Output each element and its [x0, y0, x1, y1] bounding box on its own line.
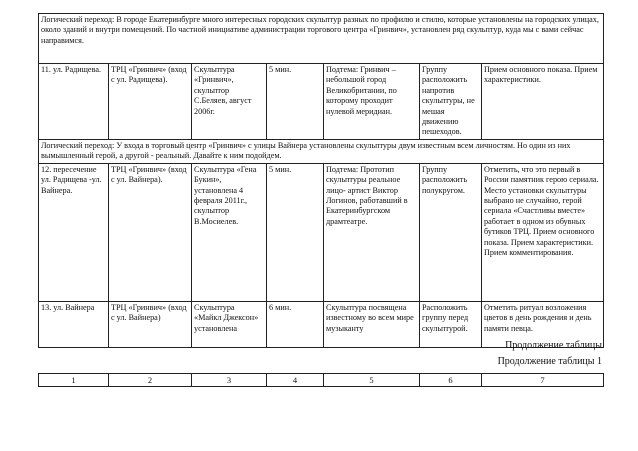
- table-row: [39, 64, 604, 140]
- info-cell: Подтема: Гринвич – небольшой город Великобритании, по которому проходит нулевой меридиан.: [324, 64, 420, 140]
- column-number: 4: [267, 374, 324, 387]
- table-row: [39, 163, 604, 301]
- time-cell: 6 мин.: [267, 301, 324, 347]
- object-cell: Скульптура «Гена Букин», установлена 4 февраля 2011г., скульптор В.Мосиелев.: [192, 163, 267, 301]
- column-number: 1: [39, 374, 109, 387]
- transition-text: Логический переход: В городе Екатеринбурге много интересных городских скульптур разных по профилю и стилю, которые установлены на городских улицах, около зданий и внутри помещений. По частной инициативе администрации торгового центра «Гринвич», установлен ряд скульптур, куда мы с вами сейчас направимся.: [39, 14, 604, 64]
- info-cell: Подтема: Прототип скульптуры реальное лицо- артист Виктор Логинов, работавший в Екатеринбургском драмтеатре.: [324, 163, 420, 301]
- column-number: 2: [109, 374, 192, 387]
- column-number: 6: [420, 374, 482, 387]
- column-number: 7: [482, 374, 604, 387]
- method-cell: Отметить, что это первый в России памятник герою сериала. Место установки скульптуры выбрано не случайно, герой сериала «Счастливы вместе» работает в одном из обувных бутиков ТРЦ. Прием основного показа. Прием характеристики. Прием комментирования.: [482, 163, 604, 301]
- stop-cell: 13. ул. Вайнера: [39, 301, 109, 347]
- column-number: 5: [324, 374, 420, 387]
- transition-row: [39, 14, 604, 64]
- org-cell: Расположить группу перед скульптурой.: [420, 301, 482, 347]
- location-cell: ТРЦ «Гринвич» (вход с ул. Вайнера): [109, 301, 192, 347]
- column-number-row: [38, 373, 604, 387]
- stop-cell: 12. пересечение ул. Радищева -ул. Вайнера.: [39, 163, 109, 301]
- stop-cell: 11. ул. Радищева.: [39, 64, 109, 140]
- transition-text: Логический переход: У входа в торговый центр «Гринвич» с улицы Вайнера установлены скульптуры двум известным всем личностям. Но один из них вымышленный герой, а другой - реальный. Давайте к ним подойдем.: [39, 139, 604, 163]
- object-cell: Скульптура «Гринвич», скульптор С.Беляев, август 2006г.: [192, 64, 267, 140]
- org-cell: Группу расположить напротив скульптуры, не мешая движению пешеходов.: [420, 64, 482, 140]
- continuation-label: Продолжение таблицы: [505, 340, 602, 351]
- continuation-label-numbered: Продолжение таблицы 1: [497, 356, 602, 367]
- time-cell: 5 мин.: [267, 163, 324, 301]
- location-cell: ТРЦ «Гринвич» (вход с ул. Радищева).: [109, 64, 192, 140]
- excursion-table: [38, 13, 604, 348]
- time-cell: 5 мин.: [267, 64, 324, 140]
- column-number: 3: [192, 374, 267, 387]
- method-cell: Прием основного показа. Прием характеристики.: [482, 64, 604, 140]
- location-cell: ТРЦ «Гринвич» (вход с ул. Вайнера).: [109, 163, 192, 301]
- transition-row: [39, 139, 604, 163]
- method-cell: Отметить ритуал возложения цветов в день рождения и день памяти певца.: [482, 301, 604, 347]
- object-cell: Скульптура «Майкл Джексон» установлена: [192, 301, 267, 347]
- org-cell: Группу расположить полукругом.: [420, 163, 482, 301]
- info-cell: Скульптура посвящена известному во всем мире музыканту: [324, 301, 420, 347]
